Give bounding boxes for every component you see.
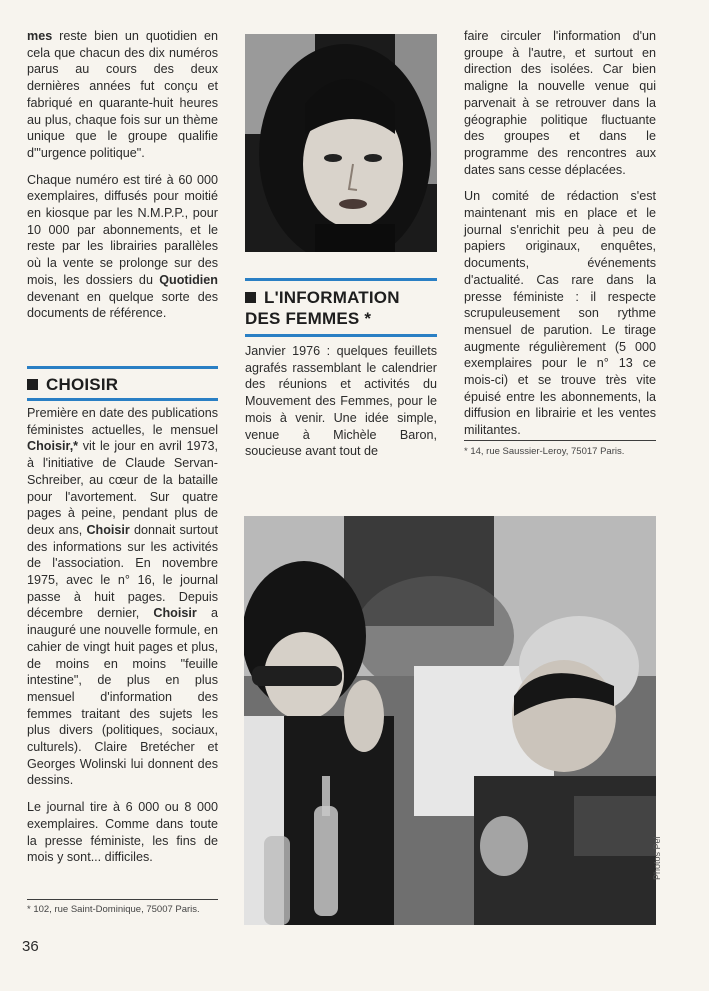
choisir-title: Choisir: [153, 606, 197, 621]
heading-text: L'INFORMATION: [264, 288, 400, 307]
footnote-rule: [27, 899, 218, 900]
text-run: devenant en quelque sorte des documents de référence.: [27, 289, 218, 321]
choisir-paragraph-2: Le journal tire à 6 000 ou 8 000 exemplaires. Comme dans toute la presse féministe, les fins de mois y sont... difficiles.: [27, 800, 218, 865]
text-run: Première en date des publications féministes actuelles, le mensuel: [27, 406, 218, 437]
section-rule: [27, 398, 218, 401]
quotidien-title: Quotidien: [159, 272, 218, 287]
square-bullet-icon: [245, 292, 256, 303]
section-rule: [245, 278, 437, 281]
portrait-illustration: [245, 34, 437, 252]
heading-text: DES FEMMES *: [245, 309, 372, 328]
info-femmes-heading: [245, 287, 400, 329]
heading-text: CHOISIR: [46, 375, 119, 394]
text-run: donnait surtout des informations sur les activités de l'association. En novembre 1975, avec le n° 16, le journal passe à huit pages. Depuis décembre dernier,: [27, 522, 218, 621]
section-rule: [27, 366, 218, 369]
square-bullet-icon: [27, 379, 38, 390]
lead-word: mes: [27, 29, 53, 43]
page-number: 36: [22, 938, 39, 955]
col3-paragraph-2: Un comité de rédaction s'est maintenant mis en place et le journal s'enrichit peu à peu de papiers originaux, enquêtes, documents, événements d'actualité. Cas rare dans la presse féministe : il respecte scrupuleusement son rythme mensuel de parution. Le tirage augmente régulièrement (5 000 exemplaires pour le n° 13 ce mois-ci) et se trouve très vite épuisé entre les abonnements, la diffusion en librairie et les ventes militantes.: [464, 189, 656, 438]
info-femmes-footnote: * 14, rue Saussier-Leroy, 75017 Paris.: [464, 446, 625, 457]
text-run: Chaque numéro est tiré à 60 000 exemplaires, diffusés pour moitié en kiosque par les N.M.P.P., pour 10 000 par abonnements, et le reste par les librairies parallèles où la vente se prolonge sur des mois, les dossiers du: [27, 172, 218, 287]
choisir-title: Choisir,*: [27, 439, 79, 454]
group-photo: [244, 516, 656, 925]
choisir-body: [27, 405, 218, 876]
circulation-paragraph: [27, 172, 218, 322]
choisir-footnote: * 102, rue Saint-Dominique, 75007 Paris.: [27, 904, 200, 915]
footnote-rule: [464, 440, 656, 441]
col3-paragraph-1: faire circuler l'information d'un groupe à l'autre, et surtout en direction des isolées. Car bien maligne la nouvelle venue qui parvenait à se retrouver dans la géographie politique fluctuante des groupes et dans le programme des rencontres aux dates sans cesse déplacées.: [464, 29, 656, 177]
choisir-paragraph-1: [27, 405, 218, 789]
info-femmes-paragraph-1: Janvier 1976 : quelques feuillets agrafés rassemblant le calendrier des réunions et activités du Mouvement des Femmes, pour le mois à venir. Une idée simple, venue à Michèle Baron, soucieuse avant tout de: [245, 344, 437, 459]
choisir-heading: [27, 374, 118, 395]
intro-text: reste bien un quotidien en cela que chacun des dix numéros parus au cours des deux dernières années fut conçu et fabriqué en quarante-huit heures au plus, chaque fois sur un thème unique que le groupe qualifie d'"urgence politique".: [27, 29, 218, 160]
photo-credit: Photos Pel: [652, 836, 662, 880]
section-rule: [245, 334, 437, 337]
group-illustration: [244, 516, 656, 925]
intro-paragraph: [27, 28, 218, 162]
text-run: vit le jour en avril 1973, à l'initiative de Claude Servan-Schreiber, au cœur de la bataille pour l'avortement. Sur quatre pages à peine, pendant plus de deux ans,: [27, 439, 218, 537]
column-right: [464, 28, 656, 449]
choisir-title: Choisir: [86, 522, 130, 537]
portrait-photo: [245, 34, 437, 252]
text-run: a inauguré une nouvelle formule, en cahier de vingt huit pages et plus, de moins en moins "feuille intestine", de plus en plus mensuel d'information des femmes traitant des sujets les plus divers (politiques, sociaux, culturels). Claire Bretécher et Georges Wolinski lui donnent des dessins.: [27, 606, 218, 788]
column-left: [27, 28, 218, 332]
info-femmes-body: [245, 343, 437, 470]
